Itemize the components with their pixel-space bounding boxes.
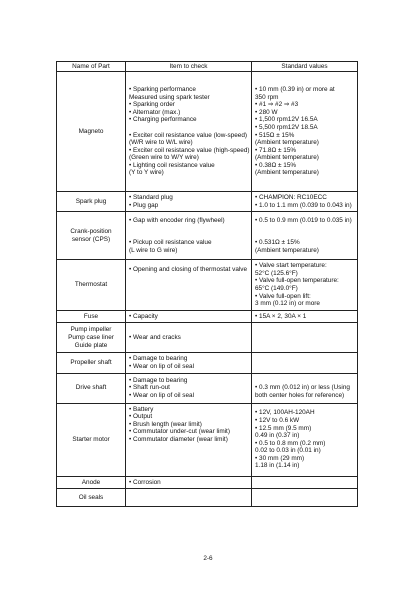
table-row xyxy=(57,310,358,323)
value-line: • 30 mm (29 mm) xyxy=(255,454,305,462)
item-to-check-cell xyxy=(126,212,252,260)
value-line: • CHAMPION: RC10ECC xyxy=(255,194,327,201)
item-to-check-cell xyxy=(126,353,252,373)
part-name-line: Spark plug xyxy=(75,197,107,205)
standard-values-cell xyxy=(252,323,358,353)
value-line: 0.02 to 0.03 in (0.01 in) xyxy=(255,447,321,455)
blank-line xyxy=(255,494,354,502)
standard-values-cell xyxy=(252,373,358,403)
blank-line xyxy=(129,296,248,304)
value-line: • 12V to 0.6 kW xyxy=(255,416,300,424)
part-name-cell xyxy=(57,260,126,311)
item-line: • Sparking performance xyxy=(129,85,196,93)
part-name-cell xyxy=(57,353,126,373)
value-line: • #1 ⇒ #2 ⇒ #3 xyxy=(255,101,299,109)
blank-line xyxy=(129,444,248,452)
blank-line xyxy=(255,359,354,367)
value-line: • 0.3 mm (0.012 in) or less (Using xyxy=(255,384,350,392)
blank-line xyxy=(129,274,248,282)
value-line: • 5,500 rpm12V 18.5A xyxy=(255,123,318,131)
value-line: • 12V, 100AH-120AH xyxy=(255,409,315,417)
part-name-line: Guide plate xyxy=(74,341,108,349)
item-line: • Plug gap xyxy=(129,201,159,209)
item-line: • Lighting coil resistance value xyxy=(129,161,215,169)
table-row xyxy=(57,260,358,311)
value-line: • 515Ω ± 15% xyxy=(255,131,295,139)
table-row xyxy=(57,72,358,192)
blank-line xyxy=(129,466,248,474)
standard-values-cell xyxy=(252,310,358,323)
item-to-check-cell xyxy=(126,403,252,476)
value-line: 1.18 in (1.14 in) xyxy=(255,462,300,470)
value-line: (Ambient temperature) xyxy=(255,169,319,177)
value-line: • 0.38Ω ± 15% xyxy=(255,161,297,169)
table-row xyxy=(57,192,358,212)
part-name-cell xyxy=(57,403,126,476)
spec-table-body xyxy=(57,72,358,507)
value-line: • Valve full-open lift: xyxy=(255,292,311,300)
part-name-cell xyxy=(57,192,126,212)
item-line: (Y to Y wire) xyxy=(129,169,164,177)
value-line: 65°C (149.0°F) xyxy=(255,284,298,292)
item-line: • Opening and closing of thermostat valve xyxy=(129,265,248,273)
part-name-cell xyxy=(57,476,126,489)
part-name-line: Starter motor xyxy=(72,435,110,443)
standard-values-cell xyxy=(252,72,358,192)
value-line: • 12.5 mm (9.5 mm) xyxy=(255,424,312,432)
value-line: • 1.0 to 1.1 mm (0.039 to 0.043 in) xyxy=(255,201,352,209)
value-line: 0.49 in (0.37 in) xyxy=(255,432,300,440)
part-name-cell xyxy=(57,489,126,507)
part-name-line: sensor (CPS) xyxy=(71,235,111,243)
blank-line xyxy=(129,451,248,459)
item-line: • Damage to bearing xyxy=(129,376,188,384)
item-line: • Commutator under-cut (wear limit) xyxy=(129,428,230,436)
part-name-cell xyxy=(57,212,126,260)
item-line: • Alternator (max.) xyxy=(129,108,181,116)
item-line: • Sparking order xyxy=(129,101,175,109)
item-line: • Battery xyxy=(129,405,154,413)
item-line: • Capacity xyxy=(129,312,158,320)
item-line: • Exciter coil resistance value (low-speed) xyxy=(129,131,248,139)
value-line: 52°C (125.6°F) xyxy=(255,269,298,277)
item-line: • Output xyxy=(129,413,153,421)
part-name-line: Pump impeller xyxy=(70,326,112,334)
standard-values-cell xyxy=(252,192,358,212)
blank-line xyxy=(255,232,354,240)
item-to-check-cell xyxy=(126,476,252,489)
item-line: (Green wire to W/Y wire) xyxy=(129,154,199,162)
value-line: • 1,500 rpm12V 16.5A xyxy=(255,116,318,124)
part-name-line: Thermostat xyxy=(74,281,108,289)
part-name-line: Fuse xyxy=(83,312,99,320)
page-number: 2-6 xyxy=(203,555,213,562)
part-name-line: Anode xyxy=(81,478,101,486)
standard-values-cell xyxy=(252,260,358,311)
value-line: • 15A × 2, 30A × 1 xyxy=(255,312,307,320)
part-name-line: Propeller shaft xyxy=(70,359,112,367)
standard-values-cell xyxy=(252,489,358,507)
item-line: • Wear and cracks xyxy=(129,334,181,342)
part-name-cell xyxy=(57,373,126,403)
header-name-of-part: Name of Part xyxy=(57,62,126,72)
blank-line xyxy=(129,494,248,502)
item-line: • Charging performance xyxy=(129,116,197,124)
part-name-line: Magneto xyxy=(78,127,104,135)
value-line: • Valve start temperature: xyxy=(255,262,327,270)
item-line: (L wire to G wire) xyxy=(129,247,178,255)
item-line: • Wear on lip of oil seal xyxy=(129,362,194,370)
value-line: • 0.531Ω ± 15% xyxy=(255,239,300,247)
item-to-check-cell xyxy=(126,373,252,403)
table-row xyxy=(57,476,358,489)
item-to-check-cell xyxy=(126,72,252,192)
blank-line xyxy=(129,459,248,467)
value-line: 350 rpm xyxy=(255,93,279,101)
part-name-line: Drive shaft xyxy=(75,384,107,392)
header-item-to-check: Item to check xyxy=(126,62,252,72)
item-line: (W/R wire to W/L wire) xyxy=(129,139,193,147)
item-to-check-cell xyxy=(126,310,252,323)
standard-values-cell xyxy=(252,403,358,476)
part-name-line: Oil seals xyxy=(78,494,104,502)
item-line: • Pickup coil resistance value xyxy=(129,239,212,247)
value-line: (Ambient temperature) xyxy=(255,154,319,162)
part-name-cell xyxy=(57,310,126,323)
value-line: • Valve full-open temperature: xyxy=(255,277,339,285)
part-name-cell xyxy=(57,72,126,192)
blank-line xyxy=(129,124,248,132)
value-line: • 280 W xyxy=(255,108,278,116)
item-line: • Commutator diameter (wear limit) xyxy=(129,435,228,443)
blank-line xyxy=(129,289,248,297)
value-line: • 10 mm (0.39 in) or more at xyxy=(255,85,335,93)
blank-line xyxy=(129,232,248,240)
part-name-cell xyxy=(57,323,126,353)
value-line: both center holes for reference) xyxy=(255,391,345,399)
table-row xyxy=(57,489,358,507)
table-row xyxy=(57,403,358,476)
value-line: • 0.5 to 0.9 mm (0.019 to 0.035 in) xyxy=(255,216,352,224)
table-row xyxy=(57,323,358,353)
item-to-check-cell xyxy=(126,192,252,212)
table-row xyxy=(57,373,358,403)
standard-values-cell xyxy=(252,476,358,489)
blank-line xyxy=(255,377,354,385)
item-line: • Standard plug xyxy=(129,194,173,201)
blank-line xyxy=(255,224,354,232)
item-line: • Shaft run-out xyxy=(129,384,170,392)
value-line: • 0.5 to 0.8 mm (0.2 mm) xyxy=(255,439,326,447)
blank-line xyxy=(255,334,354,342)
table-row xyxy=(57,353,358,373)
value-line: (Ambient temperature) xyxy=(255,139,319,147)
table-row xyxy=(57,212,358,260)
blank-line xyxy=(255,479,354,487)
value-line: (Ambient temperature) xyxy=(255,247,319,255)
item-line: • Gap with encoder ring (flywheel) xyxy=(129,216,225,224)
item-line: • Damage to bearing xyxy=(129,355,188,363)
part-name-line: Pump case liner xyxy=(68,334,114,342)
item-to-check-cell xyxy=(126,489,252,507)
value-line: • 71.8Ω ± 15% xyxy=(255,146,297,154)
standard-values-cell xyxy=(252,212,358,260)
blank-line xyxy=(129,224,248,232)
blank-line xyxy=(129,281,248,289)
item-to-check-cell xyxy=(126,323,252,353)
header-row xyxy=(57,62,358,72)
item-line: • Wear on lip of oil seal xyxy=(129,391,194,399)
item-line: • Brush length (wear limit) xyxy=(129,420,202,428)
item-line: Measured using spark tester xyxy=(129,93,210,101)
value-line: 3 mm (0.12 in) or more xyxy=(255,300,320,308)
item-line: • Corrosion xyxy=(129,478,161,486)
standard-values-cell xyxy=(252,353,358,373)
item-line: • Exciter coil resistance value (high-speed) xyxy=(129,146,250,154)
part-name-line: Crank-position xyxy=(70,228,112,236)
spec-table xyxy=(56,61,358,507)
item-to-check-cell xyxy=(126,260,252,311)
header-standard-values: Standard values xyxy=(252,62,358,72)
